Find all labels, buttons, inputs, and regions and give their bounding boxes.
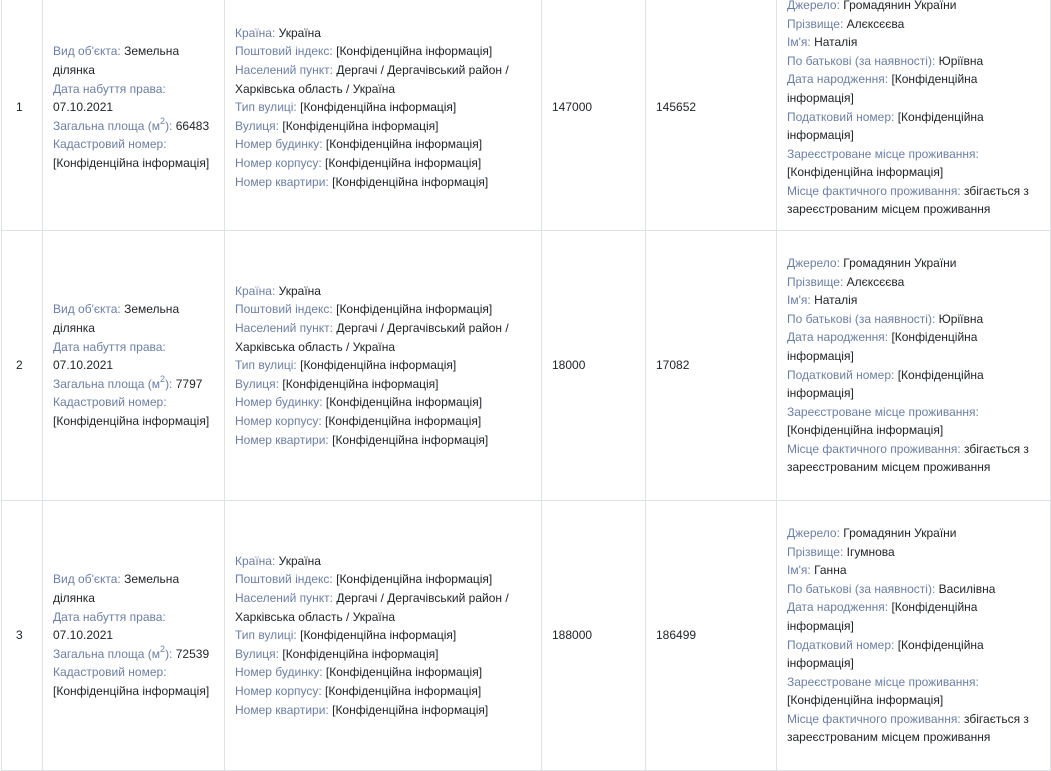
owner-birth-date — [787, 598, 1040, 635]
value1-cell — [542, 501, 646, 771]
owner-actual-address-label: Місце фактичного проживання: — [787, 711, 961, 726]
postal-code — [235, 300, 531, 319]
owner-surname — [787, 543, 1040, 562]
owner-tax-number — [787, 366, 1040, 403]
area-label: Загальна площа $(м^2)$: — [53, 115, 173, 133]
owner-surname — [787, 15, 1040, 34]
street-value: [Конфіденційна інформація] — [282, 376, 439, 391]
owner-name-value: Наталія — [814, 293, 858, 308]
owner-actual-address-value: збігається з зареєстрованим місцем проживання — [787, 711, 1029, 745]
postal-code — [235, 570, 531, 589]
house-number-value: [Конфіденційна інформація] — [325, 665, 483, 680]
settlement — [235, 61, 531, 98]
owner-surname-value: Алєксєєва — [846, 16, 905, 31]
apartment-number-label: Номер квартири: — [235, 702, 329, 717]
owner-name-label: Ім'я: — [787, 563, 811, 578]
object-type — [53, 42, 214, 79]
settlement-value: Дергачі / Дергачівський район / Харківська область / Україна — [235, 63, 509, 96]
house-number-label: Номер будинку: — [235, 395, 323, 410]
owner-source-value: Громадянин України — [843, 0, 957, 12]
country-label: Країна: — [235, 25, 276, 40]
postal-code-value: [Конфіденційна інформація] — [336, 302, 493, 317]
building-number — [235, 154, 531, 173]
value1: 147000 — [552, 100, 593, 115]
acquired-date — [53, 338, 214, 375]
owner-name — [787, 33, 1040, 52]
settlement-label: Населений пункт: — [235, 321, 333, 336]
owner-tax-number-value: [Конфіденційна інформація] — [787, 109, 984, 143]
settlement — [235, 319, 531, 356]
owner-birth-date — [787, 70, 1040, 107]
owner-name-value: Наталія — [814, 35, 858, 50]
settlement — [235, 589, 531, 626]
owner-surname-value: Алєксєєва — [846, 274, 905, 289]
value2: 17082 — [656, 358, 690, 373]
row-index: 3 — [16, 628, 23, 643]
object-cell — [43, 501, 225, 771]
country-value: Україна — [278, 283, 321, 298]
value2-cell — [646, 501, 777, 771]
postal-code-value: [Конфіденційна інформація] — [336, 44, 493, 59]
country-label: Країна: — [235, 553, 276, 568]
owner-actual-address — [787, 182, 1040, 219]
owner-name-label: Ім'я: — [787, 293, 811, 308]
owner-source-value: Громадянин України — [843, 255, 957, 270]
street-type — [235, 98, 531, 117]
owner-actual-address-label: Місце фактичного проживання: — [787, 183, 961, 198]
owner-patronymic — [787, 52, 1040, 71]
street — [235, 645, 531, 664]
apartment-number — [235, 701, 531, 720]
owner-patronymic-value: Василівна — [938, 581, 996, 596]
postal-code-label: Поштовий індекс: — [235, 302, 333, 317]
street-type-value: [Конфіденційна інформація] — [300, 358, 457, 373]
owner-tax-number-value: [Конфіденційна інформація] — [787, 637, 984, 671]
object-type-label: Вид об'єкта: — [53, 44, 121, 59]
object-cell — [43, 231, 225, 501]
owner-registered-address — [787, 145, 1040, 182]
owner-source-label: Джерело: — [787, 525, 840, 540]
address-cell — [225, 231, 542, 501]
building-number-value: [Конфіденційна інформація] — [325, 683, 482, 698]
area — [53, 117, 214, 136]
owner-surname-value: Ігумнова — [846, 544, 895, 559]
street-type — [235, 356, 531, 375]
area-value: 66483 — [175, 118, 210, 133]
owner-birth-date-label: Дата народження: — [787, 72, 889, 87]
building-number-value: [Конфіденційна інформація] — [325, 155, 482, 170]
street-label: Вулиця: — [235, 376, 280, 391]
street-label: Вулиця: — [235, 646, 280, 661]
building-number — [235, 412, 531, 431]
street-type-value: [Конфіденційна інформація] — [300, 628, 457, 643]
row-index: 1 — [16, 100, 23, 115]
house-number — [235, 135, 531, 154]
owner-source-label: Джерело: — [787, 0, 840, 12]
owner-registered-address-label: Зареєстроване місце проживання: — [787, 404, 979, 419]
cadastral-number-label: Кадастровий номер: — [53, 137, 167, 152]
settlement-value: Дергачі / Дергачівський район / Харківська область / Україна — [235, 321, 509, 354]
owner-actual-address-value: збігається з зареєстрованим місцем проживання — [787, 183, 1029, 217]
row-index-cell — [2, 0, 43, 231]
owner-surname — [787, 273, 1040, 292]
acquired-date-value: 07.10.2021 — [53, 628, 114, 643]
owner-cell — [777, 0, 1051, 231]
owner-patronymic-label: По батькові (за наявності): — [787, 311, 936, 326]
house-number — [235, 393, 531, 412]
object-type-value: Земельна ділянка — [53, 572, 180, 606]
cadastral-number — [53, 135, 214, 172]
object-type-value: Земельна ділянка — [53, 302, 180, 336]
building-number-label: Номер корпусу: — [235, 683, 322, 698]
owner-registered-address-label: Зареєстроване місце проживання: — [787, 674, 979, 689]
owner-cell — [777, 501, 1051, 771]
apartment-number-value: [Конфіденційна інформація] — [332, 702, 489, 717]
owner-actual-address-label: Місце фактичного проживання: — [787, 441, 961, 456]
apartment-number — [235, 173, 531, 192]
owner-actual-address — [787, 710, 1040, 747]
street-value: [Конфіденційна інформація] — [282, 646, 439, 661]
owner-source-label: Джерело: — [787, 255, 840, 270]
street-type-value: [Конфіденційна інформація] — [300, 100, 457, 115]
acquired-date-label: Дата набуття права: — [53, 609, 166, 624]
owner-patronymic-label: По батькові (за наявності): — [787, 53, 936, 68]
acquired-date-label: Дата набуття права: — [53, 81, 166, 96]
cadastral-number-label: Кадастровий номер: — [53, 665, 167, 680]
country-value: Україна — [278, 25, 321, 40]
country-label: Країна: — [235, 283, 276, 298]
house-number-value: [Конфіденційна інформація] — [325, 395, 483, 410]
apartment-number-label: Номер квартири: — [235, 174, 329, 189]
street-type — [235, 626, 531, 645]
area-label: Загальна площа $(м^2)$: — [53, 373, 173, 391]
street — [235, 117, 531, 136]
owner-birth-date-value: [Конфіденційна інформація] — [787, 72, 978, 105]
object-type — [53, 300, 214, 337]
area-value: 7797 — [175, 376, 203, 391]
owner-birth-date — [787, 328, 1040, 365]
owner-tax-number — [787, 108, 1040, 145]
country — [235, 24, 531, 43]
table-row — [2, 501, 1051, 771]
property-table — [1, 0, 1051, 771]
apartment-number — [235, 431, 531, 450]
owner-name — [787, 561, 1040, 580]
owner-source-value: Громадянин України — [843, 525, 957, 540]
country — [235, 552, 531, 571]
row-index: 2 — [16, 358, 23, 373]
table-row — [2, 231, 1051, 501]
owner-registered-address — [787, 673, 1040, 710]
owner-name-value: Ганна — [814, 563, 847, 578]
owner-surname-label: Прізвище: — [787, 274, 844, 289]
street — [235, 375, 531, 394]
building-number-value: [Конфіденційна інформація] — [325, 413, 482, 428]
street-value: [Конфіденційна інформація] — [282, 118, 439, 133]
country — [235, 282, 531, 301]
acquired-date — [53, 80, 214, 117]
cadastral-number-value: [Конфіденційна інформація] — [53, 413, 210, 428]
owner-patronymic-value: Юріївна — [938, 311, 984, 326]
owner-patronymic — [787, 310, 1040, 329]
cadastral-number — [53, 663, 214, 700]
owner-actual-address — [787, 440, 1040, 477]
building-number-label: Номер корпусу: — [235, 413, 322, 428]
street-type-label: Тип вулиці: — [235, 358, 297, 373]
owner-tax-number-label: Податковий номер: — [787, 637, 895, 652]
area — [53, 645, 214, 664]
value1: 188000 — [552, 628, 593, 643]
street-type-label: Тип вулиці: — [235, 628, 297, 643]
owner-source — [787, 524, 1040, 543]
owner-registered-address — [787, 403, 1040, 440]
owner-tax-number-value: [Конфіденційна інформація] — [787, 367, 984, 401]
owner-tax-number-label: Податковий номер: — [787, 109, 895, 124]
house-number-label: Номер будинку: — [235, 137, 323, 152]
cadastral-number-label: Кадастровий номер: — [53, 395, 167, 410]
building-number-label: Номер корпусу: — [235, 155, 322, 170]
owner-name — [787, 291, 1040, 310]
row-index-cell — [2, 501, 43, 771]
owner-birth-date-label: Дата народження: — [787, 600, 889, 615]
object-type — [53, 570, 214, 607]
owner-source — [787, 254, 1040, 273]
address-cell — [225, 501, 542, 771]
address-cell — [225, 0, 542, 231]
cadastral-number-value: [Конфіденційна інформація] — [53, 683, 210, 698]
apartment-number-value: [Конфіденційна інформація] — [332, 432, 489, 447]
owner-registered-address-value: [Конфіденційна інформація] — [787, 165, 944, 180]
row-index-cell — [2, 231, 43, 501]
value1: 18000 — [552, 358, 586, 373]
value1-cell — [542, 231, 646, 501]
area — [53, 375, 214, 394]
property-table-container — [1, 0, 1050, 771]
house-number — [235, 663, 531, 682]
settlement-label: Населений пункт: — [235, 591, 333, 606]
cadastral-number — [53, 393, 214, 430]
value2-cell — [646, 231, 777, 501]
object-cell — [43, 0, 225, 231]
owner-birth-date-value: [Конфіденційна інформація] — [787, 600, 978, 633]
owner-patronymic-label: По батькові (за наявності): — [787, 581, 936, 596]
cadastral-number-value: [Конфіденційна інформація] — [53, 155, 210, 170]
owner-birth-date-label: Дата народження: — [787, 330, 889, 345]
owner-tax-number-label: Податковий номер: — [787, 367, 895, 382]
owner-registered-address-label: Зареєстроване місце проживання: — [787, 146, 979, 161]
area-value: 72539 — [175, 646, 210, 661]
value2-cell — [646, 0, 777, 231]
house-number-value: [Конфіденційна інформація] — [325, 137, 483, 152]
object-type-label: Вид об'єкта: — [53, 302, 121, 317]
owner-registered-address-value: [Конфіденційна інформація] — [787, 693, 944, 708]
country-value: Україна — [278, 553, 321, 568]
value2: 186499 — [656, 628, 697, 643]
owner-name-label: Ім'я: — [787, 35, 811, 50]
postal-code-value: [Конфіденційна інформація] — [336, 572, 493, 587]
table-row — [2, 0, 1051, 231]
acquired-date-value: 07.10.2021 — [53, 100, 114, 115]
apartment-number-label: Номер квартири: — [235, 432, 329, 447]
owner-tax-number — [787, 636, 1040, 673]
owner-registered-address-value: [Конфіденційна інформація] — [787, 423, 944, 438]
object-type-label: Вид об'єкта: — [53, 572, 121, 587]
area-label: Загальна площа $(м^2)$: — [53, 643, 173, 661]
postal-code-label: Поштовий індекс: — [235, 572, 333, 587]
owner-patronymic — [787, 580, 1040, 599]
acquired-date-label: Дата набуття права: — [53, 339, 166, 354]
owner-patronymic-value: Юріївна — [938, 53, 984, 68]
street-label: Вулиця: — [235, 118, 280, 133]
owner-cell — [777, 231, 1051, 501]
acquired-date-value: 07.10.2021 — [53, 358, 114, 373]
object-type-value: Земельна ділянка — [53, 44, 180, 78]
house-number-label: Номер будинку: — [235, 665, 323, 680]
acquired-date — [53, 608, 214, 645]
value2: 145652 — [656, 100, 697, 115]
owner-source — [787, 0, 1040, 15]
apartment-number-value: [Конфіденційна інформація] — [332, 174, 489, 189]
value1-cell — [542, 0, 646, 231]
street-type-label: Тип вулиці: — [235, 100, 297, 115]
settlement-label: Населений пункт: — [235, 63, 333, 78]
owner-surname-label: Прізвище: — [787, 16, 844, 31]
owner-actual-address-value: збігається з зареєстрованим місцем проживання — [787, 441, 1029, 475]
postal-code — [235, 42, 531, 61]
postal-code-label: Поштовий індекс: — [235, 44, 333, 59]
owner-surname-label: Прізвище: — [787, 544, 844, 559]
settlement-value: Дергачі / Дергачівський район / Харківська область / Україна — [235, 591, 509, 624]
building-number — [235, 682, 531, 701]
owner-birth-date-value: [Конфіденційна інформація] — [787, 330, 978, 363]
